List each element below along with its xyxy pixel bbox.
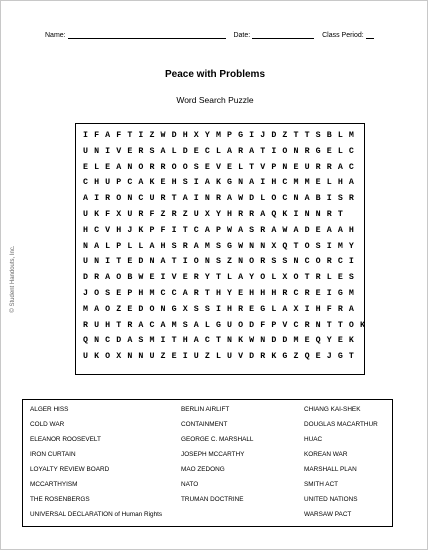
word-list-item: NATO <box>181 481 199 488</box>
page-subtitle: Word Search Puzzle <box>176 95 254 105</box>
word-list-item: ELEANOR ROOSEVELT <box>30 436 101 443</box>
grid-row: UKFXURFZRZUXYHRRAQKINNRT <box>83 209 349 219</box>
word-list-item: KOREAN WAR <box>304 451 348 458</box>
grid-row: AIRONCURTAINRAWDLOCNABISR <box>83 194 360 204</box>
word-list-item: CHIANG KAI-SHEK <box>304 406 361 413</box>
grid-row: RUHTRACAMSALGUODFPVCRNTTOK <box>83 320 372 330</box>
copyright-sidebar <box>7 141 19 416</box>
word-list-item: MCCARTHYISM <box>30 481 78 488</box>
word-list-item: TRUMAN DOCTRINE <box>181 496 244 503</box>
grid-row: ELEANORROOSEVELTVPNEURRAC <box>83 162 360 172</box>
word-list-item: UNIVERSAL DECLARATION of Human Rights <box>30 511 163 518</box>
word-list-item: IRON CURTAIN <box>30 451 76 458</box>
page-title: Peace with Problems <box>164 69 266 80</box>
word-list-item: COLD WAR <box>30 421 65 428</box>
grid-row: MAOZEDONGXSSIHREGLAXIHFRA <box>83 304 360 314</box>
grid-row: UNITEDNATIONSZNORSSNCORCI <box>83 257 360 267</box>
class-period-label: Class Period: <box>322 32 364 39</box>
word-list-item: WARSAW PACT <box>304 511 352 518</box>
date-label: Date: <box>233 32 251 39</box>
word-list-item: MAO ZEDONG <box>181 466 225 473</box>
grid-row: JOSEPHMCCARTHYEHHHRCREIGM <box>83 288 360 298</box>
grid-row: HCVHJKPFITCAPWASRAWADEAAH <box>83 225 360 235</box>
class-period-blank[interactable] <box>366 31 374 39</box>
word-list-item: THE ROSENBERGS <box>30 496 90 503</box>
word-list-item: HUAC <box>304 436 323 443</box>
word-list-item: GEORGE C. MARSHALL <box>181 436 254 443</box>
word-list-item: MARSHALL PLAN <box>304 466 357 473</box>
date-blank[interactable] <box>252 31 314 39</box>
name-blank[interactable] <box>68 31 226 39</box>
grid-row: IFAFTIZWDHXYMPGIJDZTTSBLM <box>83 131 360 140</box>
grid-row: QNCDASMITHACTNKWNDDMEQYEK <box>83 336 360 346</box>
grid-row: UNIVERSALDECLARATIONRGELC <box>83 146 360 156</box>
word-list-item: UNITED NATIONS <box>304 496 358 503</box>
word-list-item: DOUGLAS MACARTHUR <box>304 421 378 428</box>
name-label: Name: <box>45 32 66 39</box>
word-list-item: JOSEPH MCCARTHY <box>181 451 245 458</box>
copyright-text: © Student Handouts, Inc. <box>10 244 16 313</box>
grid-row: UKOXNNUZEIUZLUVDRKGZQEJGT <box>83 352 360 362</box>
word-list-item: ALGER HISS <box>30 406 69 413</box>
word-list-item: CONTAINMENT <box>181 421 228 428</box>
word-list-box <box>22 399 393 527</box>
word-list-item: SMITH ACT <box>304 481 339 488</box>
grid-row: DRAOBWEIVERYTLAYOLXOTRLES <box>83 273 360 283</box>
grid-row: NALPLLAHSRAMSGWNNXQTOSIMY <box>83 241 360 251</box>
grid-row: CHUPCAKEHSIAKGNAIHCMMELHA <box>83 178 360 188</box>
word-list-item: BERLIN AIRLIFT <box>181 406 230 413</box>
word-search-grid <box>75 123 372 375</box>
word-list-item: LOYALTY REVIEW BOARD <box>30 466 110 473</box>
header-line <box>45 31 385 39</box>
